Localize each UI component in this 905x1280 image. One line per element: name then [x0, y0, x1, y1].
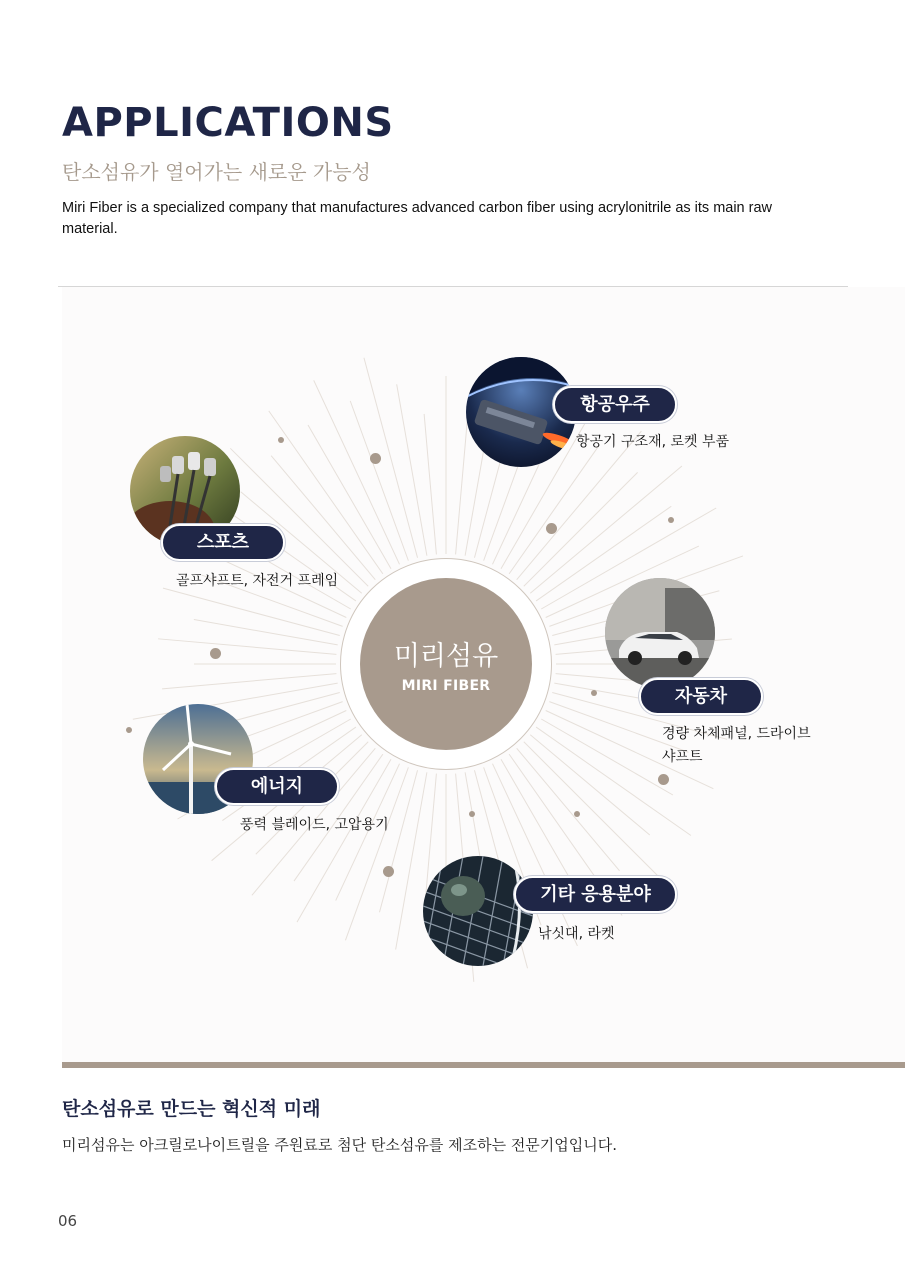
tennis-racket-image [423, 856, 533, 966]
ray-line [379, 770, 417, 912]
aerospace-label: 항공우주 [553, 386, 677, 423]
decor-dot [278, 437, 284, 443]
decor-dot [383, 866, 394, 877]
footer-description: 미리섬유는 아크릴로나이트릴을 주원료로 첨단 탄소섬유를 제조하는 전문기업입니다. [62, 1136, 618, 1154]
decor-dot [370, 453, 381, 464]
decor-dot [210, 648, 221, 659]
ray-line [456, 410, 469, 554]
ray-line [158, 639, 336, 655]
decor-dot [658, 774, 669, 785]
others-caption: 낚싯대, 라켓 [538, 926, 615, 942]
sports-label: 스포츠 [161, 524, 285, 561]
automotive-caption-line2: 샤프트 [662, 749, 703, 765]
others-label: 기타 응용분야 [514, 876, 677, 913]
footer-title: 탄소섬유로 만드는 혁신적 미래 [62, 1098, 321, 1120]
decor-dot [591, 690, 597, 696]
white-car-image [605, 578, 715, 688]
ray-line [350, 401, 408, 561]
energy-label: 에너지 [215, 768, 339, 805]
center-name-en: MIRI FIBER [401, 678, 491, 694]
aerospace-caption: 항공기 구조재, 로켓 부품 [576, 434, 730, 450]
ray-line [397, 384, 427, 555]
page-subtitle: 탄소섬유가 열어가는 새로운 가능성 [62, 160, 371, 184]
ray-line [530, 735, 650, 835]
section-bar [62, 1062, 905, 1068]
decor-dot [574, 811, 580, 817]
sports-caption: 골프샤프트, 자전거 프레임 [176, 573, 339, 589]
center-name-ko: 미리섬유 [393, 641, 499, 672]
automotive-label: 자동차 [639, 678, 763, 715]
ray-line [163, 588, 340, 635]
decor-dot [469, 811, 475, 817]
ray-line [524, 742, 660, 878]
automotive-caption-line1: 경량 차체패널, 드라이브 [662, 726, 811, 742]
ray-line [424, 414, 436, 554]
page-number: 06 [58, 1212, 78, 1230]
ray-line [162, 674, 336, 689]
page-title: APPLICATIONS [62, 100, 394, 146]
ray-line [230, 448, 368, 586]
decor-dot [668, 517, 674, 523]
energy-caption: 풍력 블레이드, 고압용기 [240, 817, 389, 833]
ray-line [194, 620, 338, 645]
ray-line [308, 425, 391, 569]
decor-dot [546, 523, 557, 534]
ray-line [541, 719, 673, 795]
intro-description: Miri Fiber is a specialized company that manufactures advanced carbon fiber using acrylonitrile as its main raw material. [62, 200, 773, 237]
decor-dot [126, 727, 132, 733]
ray-line [396, 772, 427, 949]
